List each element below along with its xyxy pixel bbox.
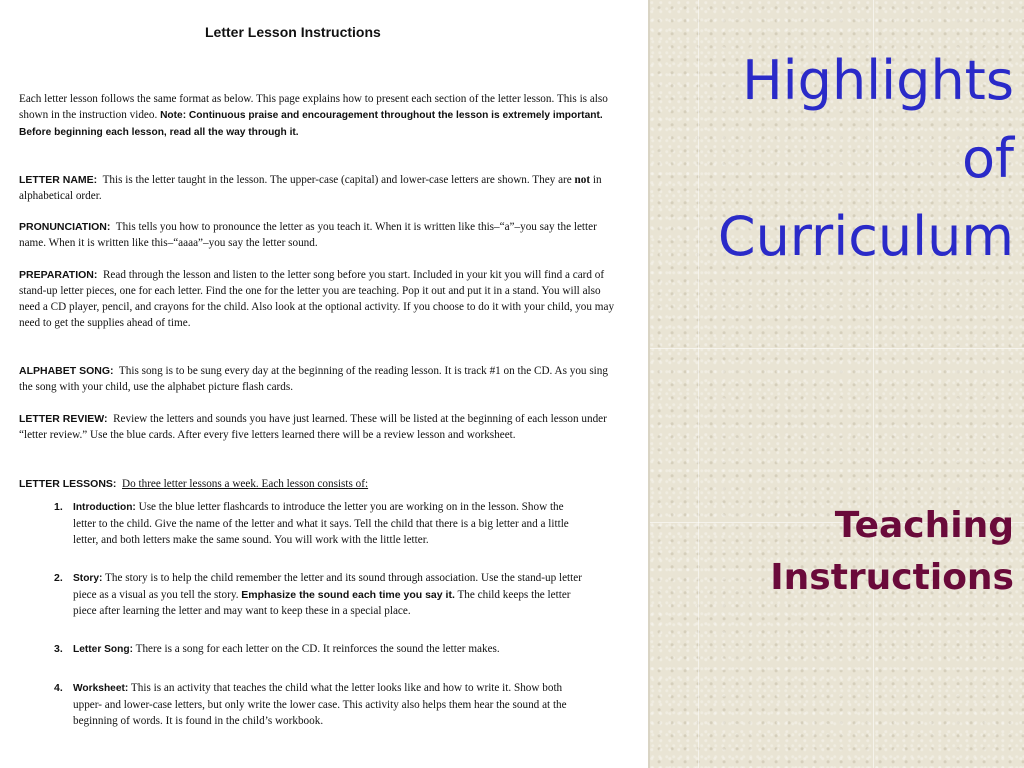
item-text: This is an activity that teaches the child what the letter looks like and how to write it. Show both upper- and lower-case letters, but only write the lower case. This activity also helps them hear the sound at the beginning of words. It is found in the child’s workbook. bbox=[73, 682, 567, 727]
section-text: This is the letter taught in the lesson. The upper-case (capital) and lower-case letters are shown. They are bbox=[102, 174, 575, 186]
heading-line: Highlights bbox=[742, 49, 1014, 112]
section-pronunciation bbox=[19, 219, 619, 251]
intro-paragraph bbox=[19, 91, 619, 141]
item-text-end: The child keeps the letter piece after learning the letter and may want to keep these in a special place. bbox=[73, 589, 571, 617]
section-label: ALPHABET SONG: bbox=[19, 365, 114, 377]
note-label: Note: bbox=[160, 110, 187, 121]
item-label: Story: bbox=[73, 573, 103, 584]
item-number: 1. bbox=[54, 501, 63, 513]
heading-line: of bbox=[961, 127, 1014, 190]
slide-subheading bbox=[654, 500, 1014, 604]
item-number: 4. bbox=[54, 682, 63, 694]
section-preparation bbox=[19, 267, 619, 331]
section-text: Read through the lesson and listen to the letter song before you start. Included in your kit you will find a card of stand-up letter pieces, one for each letter. Find the one for the letter you are teaching. Pop it out and put it in a stand. You will also need a CD player, pencil, and crayons for the child. Also look at the optional activity. If you choose to do it with your child, you may need to get the supplies ahead of time. bbox=[19, 269, 615, 329]
section-label: LETTER LESSONS: bbox=[19, 478, 117, 490]
section-text: Do three letter lessons a week. Each lesson consists of: bbox=[122, 478, 369, 490]
item-text: Use the blue letter flashcards to introduce the letter you are working on in the lesson. Show the letter to the child. Give the name of the letter and what it says. Tell the child that there is a big letter and a little letter, and both letters make the same sound. You will work with the little letter. bbox=[73, 501, 569, 546]
section-emphasis: not bbox=[574, 174, 591, 186]
lesson-item-worksheet bbox=[54, 680, 584, 729]
item-number: 3. bbox=[54, 643, 63, 655]
lesson-item-introduction bbox=[54, 499, 584, 548]
subheading-line: Instructions bbox=[770, 557, 1014, 598]
lesson-item-story bbox=[54, 570, 584, 619]
heading-line: Curriculum bbox=[717, 205, 1014, 268]
section-label: PRONUNCIATION: bbox=[19, 221, 111, 233]
section-label: LETTER NAME: bbox=[19, 174, 98, 186]
item-text: The story is to help the child remember the letter and its sound through association. Use the stand-up letter piece as a visual as you tell the story. bbox=[73, 572, 582, 601]
item-label: Introduction: bbox=[73, 502, 136, 513]
section-letter-review bbox=[19, 411, 619, 443]
slide-heading bbox=[654, 42, 1014, 276]
item-label: Worksheet: bbox=[73, 683, 129, 694]
section-label: LETTER REVIEW: bbox=[19, 413, 108, 425]
section-alphabet-song bbox=[19, 363, 619, 395]
item-emphasis: Emphasize the sound each time you say it. bbox=[241, 589, 455, 601]
section-label: PREPARATION: bbox=[19, 269, 98, 281]
slide-panel bbox=[650, 0, 1024, 768]
subheading-line: Teaching bbox=[834, 505, 1014, 546]
intro-text: Each letter lesson follows the same format as below. This page explains how to present each section of the letter lesson. This is also shown in the instruction video. bbox=[19, 93, 608, 121]
item-label: Letter Song: bbox=[73, 644, 133, 655]
section-letter-lessons bbox=[19, 476, 619, 492]
document-title: Letter Lesson Instructions bbox=[205, 24, 381, 40]
section-text: Review the letters and sounds you have just learned. These will be listed at the beginning of each lesson under “letter review.” Use the blue cards. After every five letters learned there will be a review lesson and worksheet. bbox=[19, 413, 607, 441]
lesson-item-letter-song bbox=[54, 641, 584, 658]
item-number: 2. bbox=[54, 572, 63, 584]
section-letter-name bbox=[19, 172, 619, 204]
item-text: There is a song for each letter on the CD. It reinforces the sound the letter makes. bbox=[135, 643, 500, 655]
section-text: This song is to be sung every day at the beginning of the reading lesson. It is track #1 on the CD. As you sing the song with your child, use the alphabet picture flash cards. bbox=[19, 365, 608, 393]
section-text-end: in alphabetical order. bbox=[19, 174, 602, 202]
note-text: Continuous praise and encouragement throughout the lesson is extremely important. Before beginning each lesson, read all the way through it. bbox=[19, 110, 603, 138]
section-text: This tells you how to pronounce the letter as you teach it. When it is written like this–“a”–you say the letter name. When it is written like this–“aaaa”–you say the letter sound. bbox=[19, 221, 597, 249]
tile-line bbox=[650, 348, 1024, 349]
